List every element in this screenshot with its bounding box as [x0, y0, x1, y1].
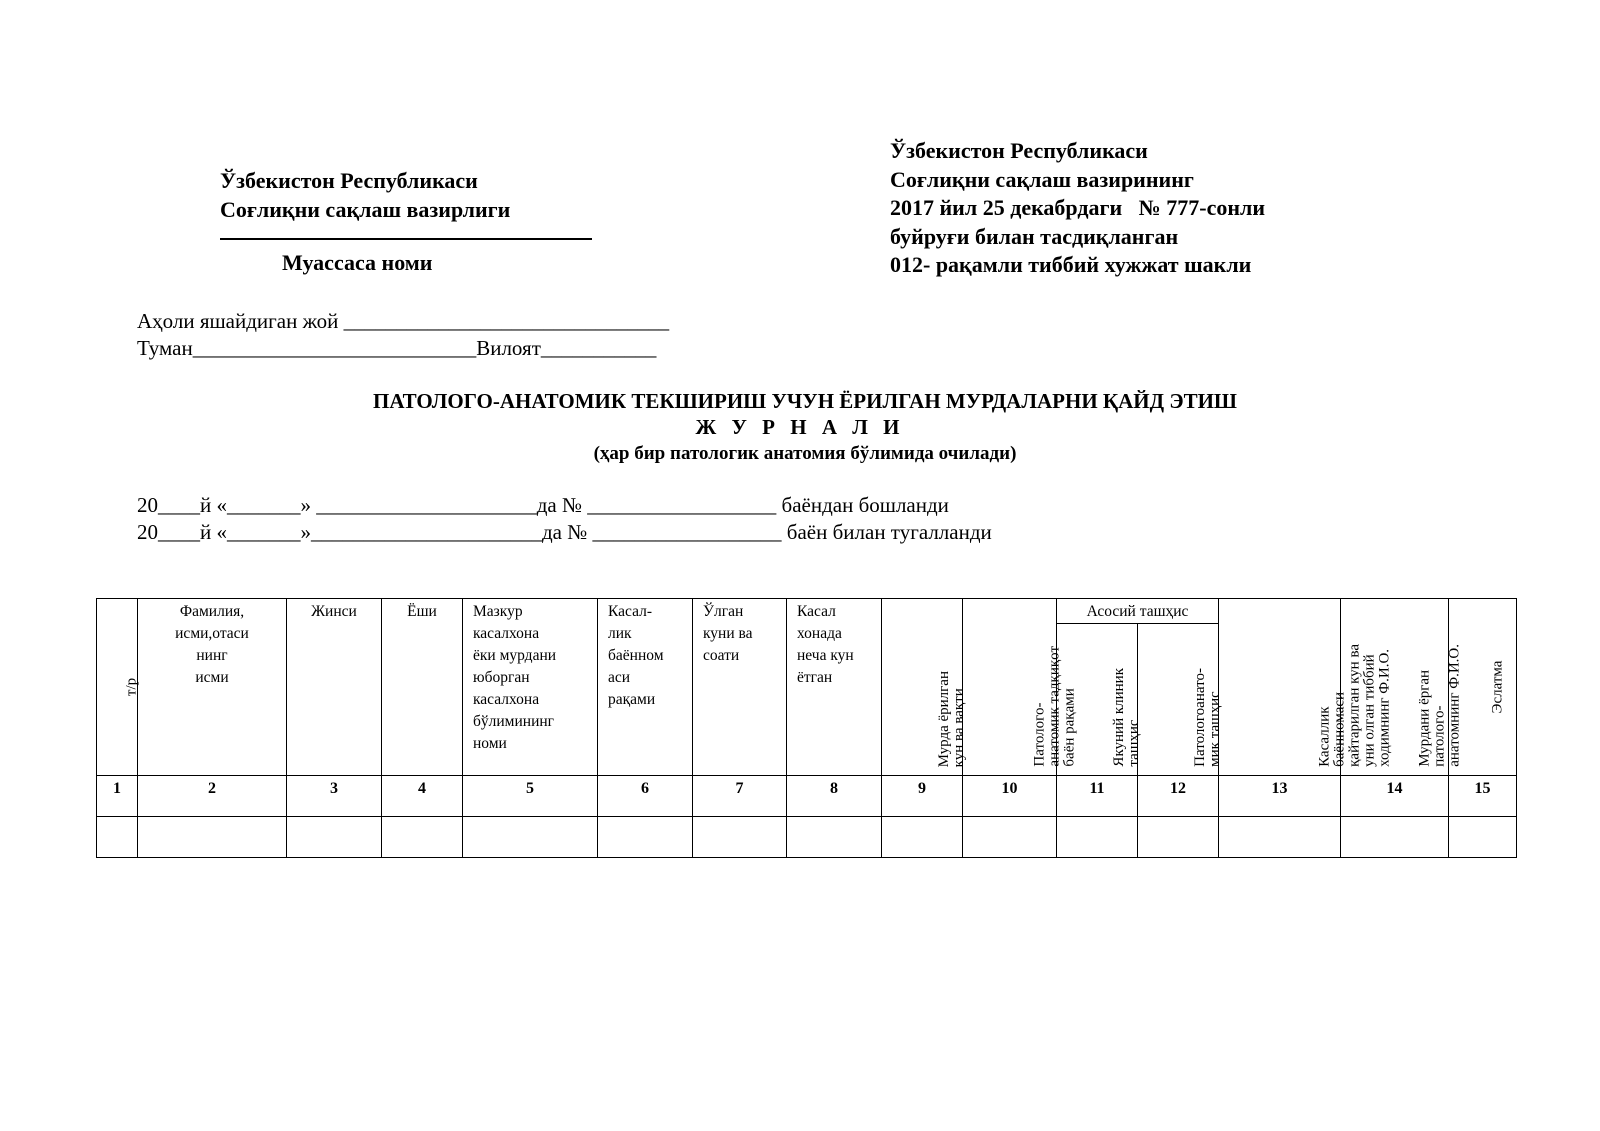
ministry-line-2: Соғлиқни сақлаш вазирлиги	[220, 197, 511, 222]
empty-cell[interactable]	[1449, 817, 1517, 858]
col-number: 10	[963, 776, 1057, 817]
col-header-8: Касал хонада неча кун ётган	[787, 599, 882, 776]
col-header-10: Патолого- анатомик тадқиқот баён рақами	[963, 599, 1057, 776]
approval-line-5: 012- рақамли тиббий хужжат шакли	[890, 252, 1252, 277]
empty-cell[interactable]	[882, 817, 963, 858]
col-number: 14	[1341, 776, 1449, 817]
table-row	[97, 817, 1517, 858]
col-number: 11	[1057, 776, 1138, 817]
district-region-field[interactable]: Туман___________________________Вилоят___________	[137, 336, 657, 360]
empty-cell[interactable]	[463, 817, 598, 858]
empty-cell[interactable]	[287, 817, 382, 858]
col-header-4: Ёши	[382, 599, 463, 776]
col-header-7: Ўлган куни ва соати	[693, 599, 787, 776]
col-number: 8	[787, 776, 882, 817]
empty-cell[interactable]	[1057, 817, 1138, 858]
title-line-2: Ж У Р Н А Л И	[695, 415, 905, 439]
group-header-main-diagnosis: Асосий ташҳис	[1057, 599, 1219, 624]
ministry-header	[220, 166, 600, 277]
approval-line-4: буйруғи билан тасдиқланган	[890, 223, 1179, 249]
journal-table	[96, 598, 1517, 858]
empty-cell[interactable]	[598, 817, 693, 858]
col-number: 2	[138, 776, 287, 817]
col-number: 6	[598, 776, 693, 817]
location-fields	[137, 308, 669, 362]
journal-dates	[137, 492, 992, 546]
col-number: 13	[1219, 776, 1341, 817]
title-line-1: ПАТОЛОГО-АНАТОМИК ТЕКШИРИШ УЧУН ЁРИЛГАН МУРДАЛАРНИ ҚАЙД ЭТИШ	[373, 389, 1237, 413]
col-header-11: Якуний клиник ташҳис	[1057, 624, 1138, 776]
col-header-15: Эслатма	[1449, 599, 1517, 776]
empty-cell[interactable]	[963, 817, 1057, 858]
approval-line-1: Ўзбекистон Республикаси	[890, 138, 1148, 163]
title-subtitle: (ҳар бир патологик анатомия бўлимида очилади)	[593, 443, 1017, 464]
col-number: 3	[287, 776, 382, 817]
column-number-row	[97, 776, 1517, 817]
empty-cell[interactable]	[1219, 817, 1341, 858]
ministry-line-1: Ўзбекистон Республикаси	[220, 168, 478, 193]
empty-cell[interactable]	[138, 817, 287, 858]
col-header-12: Патологоанато- мик ташҳис	[1138, 624, 1219, 776]
start-date-field[interactable]: 20____й «_______» _____________________да № __________________ баёндан бошланди	[137, 493, 949, 517]
col-header-6: Касал- лик баённом аси рақами	[598, 599, 693, 776]
journal-title	[0, 388, 1600, 467]
empty-cell[interactable]	[1341, 817, 1449, 858]
empty-cell[interactable]	[693, 817, 787, 858]
approval-header	[890, 137, 1510, 280]
col-header-3: Жинси	[287, 599, 382, 776]
col-header-2: Фамилия, исми,отаси нинг исми	[138, 599, 287, 776]
empty-cell[interactable]	[787, 817, 882, 858]
approval-line-3: 2017 йил 25 декабрдаги № 777-сонли	[890, 195, 1266, 220]
empty-cell[interactable]	[1138, 817, 1219, 858]
col-header-13: Касаллик баённомаси қайтарилган кун ва уни олган тиббий ходимнинг Ф.И.О.	[1219, 599, 1341, 776]
col-number: 7	[693, 776, 787, 817]
empty-cell[interactable]	[97, 817, 138, 858]
col-number: 5	[463, 776, 598, 817]
col-number: 1	[97, 776, 138, 817]
col-header-14: Мурдани ёрган патолого- анатомнинг Ф.И.О.	[1341, 599, 1449, 776]
approval-line-2: Соғлиқни сақлаш вазирининг	[890, 166, 1194, 192]
empty-cell[interactable]	[382, 817, 463, 858]
end-date-field[interactable]: 20____й «_______»______________________да № __________________ баён билан тугалланди	[137, 520, 992, 544]
col-number: 4	[382, 776, 463, 817]
settlement-field[interactable]: Аҳоли яшайдиган жой _______________________________	[137, 309, 670, 333]
col-number: 9	[882, 776, 963, 817]
col-header-5: Мазкур касалхона ёки мурдани юборган касалхона бўлимининг номи	[463, 599, 598, 776]
col-number: 15	[1449, 776, 1517, 817]
col-header-9: Мурда ёрилган кун ва вақти	[882, 599, 963, 776]
institution-name-label: Муассаса номи	[282, 250, 433, 275]
institution-name-blank[interactable]	[220, 224, 592, 240]
col-header-1: т/р	[97, 599, 138, 776]
col-number: 12	[1138, 776, 1219, 817]
